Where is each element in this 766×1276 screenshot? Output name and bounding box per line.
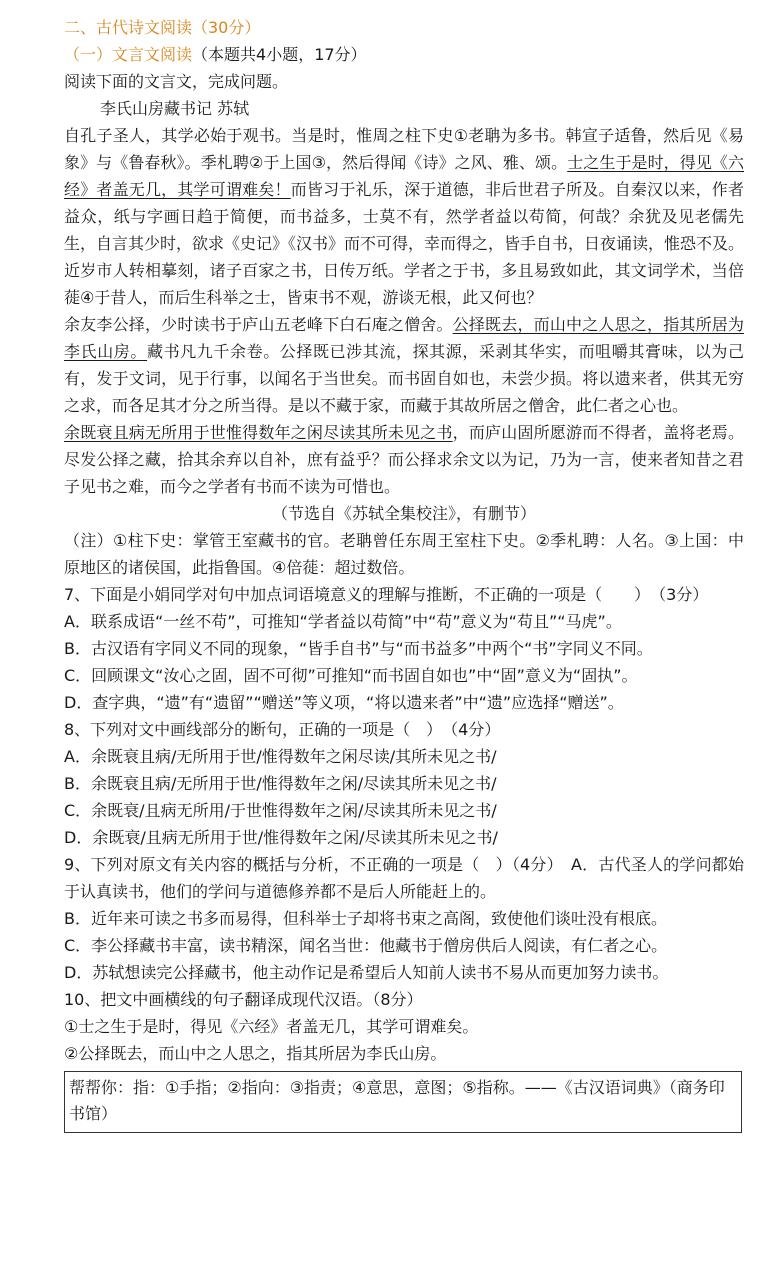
passage-paragraph-2 <box>64 311 744 419</box>
question-10-stem: 10、把文中画横线的句子翻译成现代汉语。（8分） <box>64 990 423 1009</box>
document-page <box>64 14 744 1133</box>
passage-text: 而皆习于礼乐，深于道德，非后世君子所及。自秦汉以来，作者益众，纸与字画日趋于简便，而书益多，士莫不有，然学者益以苟简，何哉？余犹及见老儒先生，自言其少时，欲求《史记》《汉书》而不可得，幸而得之，皆手自书，日夜诵读，惟恐不及。近岁市人转相摹刻，诸子百家之书，日传万纸。学者之于书，多且易致如此，其文词学术，当倍蓰④于昔人，而后生科举之士，皆束书不观，游谈无根，此又何也？ <box>64 180 745 307</box>
question-7-stem: 7、下面是小娟同学对句中加点词语境意义的理解与推断，不正确的一项是（ ） （3分） <box>64 585 709 604</box>
passage-paragraph-1 <box>64 122 744 311</box>
passage-source: （节选自《苏轼全集校注》，有删节） <box>271 504 536 523</box>
question-9-stem: 9、下列对原文有关内容的概括与分析，不正确的一项是（ ）（4分） A．古代圣人的学问都始于认真读书，他们的学问与道德修养都不是后人所能赶上的。 <box>64 855 744 901</box>
q8-option-c: C．余既衰/且病无所用/于世惟得数年之闲/尽读其所未见之书/ <box>64 801 497 820</box>
underlined-sentence-2: 公择既去，而山中之人思之，指其所居为李氏山房。 <box>64 315 744 361</box>
q8-option-a: A．余既衰且病/无所用于世/惟得数年之闲尽读/其所未见之书/ <box>64 747 497 766</box>
q8-option-d: D．余既衰/且病无所用于世/惟得数年之闲/尽读其所未见之书/ <box>64 828 498 847</box>
underlined-sentence-1: 士之生于是时，得见《六经》者盖无几，其学可谓难矣！ <box>64 153 744 199</box>
section-title: 二、古代诗文阅读（30分） <box>64 18 261 37</box>
q10-item-2: ②公择既去，而山中之人思之，指其所居为李氏山房。 <box>64 1044 447 1063</box>
q7-option-d: D．查字典，“遗”有“遗留”“赠送”等义项，“将以遗来者”中“遗”应选择“赠送”。 <box>64 693 624 712</box>
subsection-header <box>64 41 744 68</box>
q9-option-d: D．苏轼想读完公择藏书，他主动作记是希望后人知前人读书不易从而更加努力读书。 <box>64 963 669 982</box>
subsection-note: （本题共4小题，17分） <box>192 45 367 64</box>
q8-option-b: B．余既衰且病/无所用于世/惟得数年之闲/尽读其所未见之书/ <box>64 774 497 793</box>
q7-option-b: B．古汉语有字同义不同的现象，“皆手自书”与“而书益多”中两个“书”字同义不同。 <box>64 639 653 658</box>
passage-text: ，而庐山固所愿游而不得者，盖将老焉。尽发公择之藏，拾其余弃以自补，庶有益乎？而公择求余文以为记，乃为一言，使来者知昔之君子见书之难，而今之学者有书而不读为可惜也。 <box>64 423 744 496</box>
q9-option-b: B．近年来可读之书多而易得，但科举士子却将书束之高阁，致使他们谈吐没有根底。 <box>64 909 667 928</box>
underlined-sentence-3: 余既衰且病无所用于世惟得数年之闲尽读其所未见之书 <box>64 423 453 442</box>
passage-title: 李氏山房藏书记 苏轼 <box>100 99 250 118</box>
subsection-label: （一）文言文阅读 <box>64 45 193 64</box>
passage-text: 藏书凡九千余卷。公择既已涉其流，探其源，采剥其华实，而咀嚼其膏味，以为己有，发于文词，见于行事，以闻名于当世矣。而书固自如也，未尝少损。将以遗来者，供其无穷之求，而各足其才分之所当得。是以不藏于家，而藏于其故所居之僧舍，此仁者之心也。 <box>64 342 744 415</box>
passage-text: 自孔子圣人，其学必始于观书。当是时，惟周之柱下史①老聃为多书。韩宣子适鲁，然后见《易象》与《鲁春秋》。季札聘②于上国③，然后得闻《诗》之风、雅、颂。 <box>64 126 744 172</box>
help-box: 帮帮你：指：①手指；②指向：③指责；④意思，意图；⑤指称。——《古汉语词典》（商务印书馆） <box>64 1071 742 1133</box>
instruction: 阅读下面的文言文，完成问题。 <box>64 72 289 91</box>
passage-paragraph-3 <box>64 419 744 500</box>
q10-item-1: ①士之生于是时，得见《六经》者盖无几，其学可谓难矣。 <box>64 1017 479 1036</box>
q7-option-c: C．回顾课文“汝心之固，固不可彻”可推知“而书固自如也”中“固”意义为“固执”。 <box>64 666 638 685</box>
question-8-stem: 8、下列对文中画线部分的断句，正确的一项是（ ） （4分） <box>64 720 501 739</box>
q9-option-c: C．李公择藏书丰富，读书精深，闻名当世：他藏书于僧房供后人阅读，有仁者之心。 <box>64 936 668 955</box>
q7-option-a: A．联系成语“一丝不苟”，可推知“学者益以苟简”中“苟”意义为“苟且”“马虎”。 <box>64 612 622 631</box>
passage-text: 余友李公择，少时读书于庐山五老峰下白石庵之僧舍。 <box>64 315 453 334</box>
passage-notes: （注）①柱下史：掌管王室藏书的官。老聃曾任东周王室柱下史。②季札聘：人名。③上国：中原地区的诸侯国，此指鲁国。④倍蓰：超过数倍。 <box>64 531 744 577</box>
